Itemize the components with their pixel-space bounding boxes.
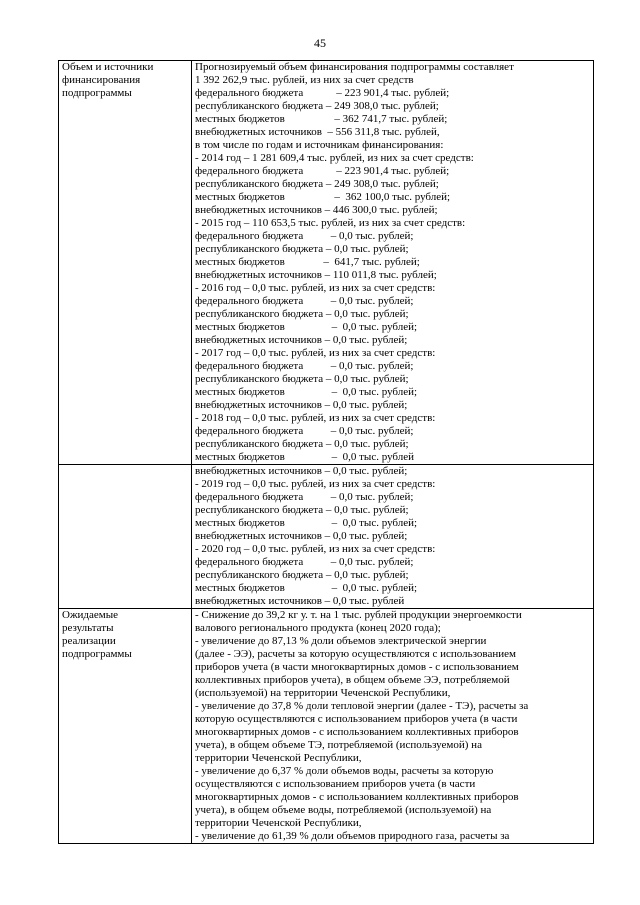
content-line: республиканского бюджета – 0,0 тыс. рублей; [195,438,409,450]
content-line: - увеличение до 6,37 % доли объемов воды, расчеты за которую [195,765,494,777]
content-line: республиканского бюджета – 249 308,0 тыс. рублей; [195,178,439,190]
content-line: многоквартирных домов - с использованием коллективных приборов [195,791,519,803]
content-line: местных бюджетов – 641,7 тыс. рублей; [195,256,420,268]
content-line: внебюджетных источников – 0,0 тыс. рублей [195,595,405,607]
content-line: 1 392 262,9 тыс. рублей, из них за счет средств [195,74,414,86]
content-line: которую осуществляются с использованием приборов учета (в части [195,713,518,725]
content-line: внебюджетных источников – 0,0 тыс. рублей; [195,530,408,542]
content-line: местных бюджетов – 362 741,7 тыс. рублей; [195,113,448,125]
content-line: в том числе по годам и источникам финансирования: [195,139,444,151]
row-label-line: Объем и источники [62,61,154,73]
content-line: - 2015 год – 110 653,5 тыс. рублей, из них за счет средств: [195,217,466,229]
row-content-cell [192,61,593,464]
row-content-cell [192,465,593,608]
content-line: федерального бюджета – 0,0 тыс. рублей; [195,230,414,242]
row-label-line: Ожидаемые [62,609,119,621]
row-label-cell [59,465,192,608]
content-line: местных бюджетов – 0,0 тыс. рублей; [195,321,418,333]
content-line: - 2019 год – 0,0 тыс. рублей, из них за счет средств: [195,478,436,490]
content-line: - Снижение до 39,2 кг у. т. на 1 тыс. рублей продукции энергоемкости [195,609,522,621]
content-line: учета), в общем объеме воды, потребляемой (используемой) на [195,804,492,816]
content-line: республиканского бюджета – 0,0 тыс. рублей; [195,504,409,516]
content-line: коллективных приборов учета), в общем объеме ЭЭ, потребляемой [195,674,510,686]
row-label-line: финансирования [62,74,141,86]
content-line: федерального бюджета – 0,0 тыс. рублей; [195,425,414,437]
row-label-cell [59,61,192,464]
content-line: (далее - ЭЭ), расчеты за которую осуществляются с использованием [195,648,516,660]
content-line: федерального бюджета – 0,0 тыс. рублей; [195,556,414,568]
content-line: местных бюджетов – 0,0 тыс. рублей [195,451,415,463]
table-row [59,464,593,608]
content-line: территории Чеченской Республики, [195,752,362,764]
content-line: валового регионального продукта (конец 2020 года); [195,622,441,634]
content-line: - 2018 год – 0,0 тыс. рублей, из них за счет средств: [195,412,436,424]
content-line: республиканского бюджета – 249 308,0 тыс. рублей; [195,100,439,112]
content-line: внебюджетных источников – 556 311,8 тыс. рублей, [195,126,440,138]
table-row [59,61,593,464]
content-line: осуществляются с использованием приборов учета (в части [195,778,476,790]
content-line: внебюджетных источников – 110 011,8 тыс. рублей; [195,269,437,281]
content-line: территории Чеченской Республики, [195,817,362,829]
content-line: федерального бюджета – 223 901,4 тыс. рублей; [195,165,450,177]
content-line: приборов учета (в части многоквартирных домов - с использованием [195,661,519,673]
content-line: внебюджетных источников – 0,0 тыс. рублей; [195,334,408,346]
content-line: республиканского бюджета – 0,0 тыс. рублей; [195,243,409,255]
content-line: федерального бюджета – 0,0 тыс. рублей; [195,360,414,372]
content-line: - увеличение до 61,39 % доли объемов природного газа, расчеты за [195,830,510,842]
row-label-line: реализации [62,635,116,647]
content-line: федерального бюджета – 0,0 тыс. рублей; [195,295,414,307]
content-line: внебюджетных источников – 0,0 тыс. рублей; [195,465,408,477]
content-line: - 2017 год – 0,0 тыс. рублей, из них за счет средств: [195,347,436,359]
content-line: (используемой) на территории Чеченской Республики, [195,687,451,699]
content-line: - 2014 год – 1 281 609,4 тыс. рублей, из них за счет средств: [195,152,474,164]
content-line: федерального бюджета – 0,0 тыс. рублей; [195,491,414,503]
content-line: - 2016 год – 0,0 тыс. рублей, из них за счет средств: [195,282,436,294]
row-label-line: результаты [62,622,114,634]
content-line: внебюджетных источников – 0,0 тыс. рублей; [195,399,408,411]
content-line: республиканского бюджета – 0,0 тыс. рублей; [195,569,409,581]
content-line: учета), в общем объеме ТЭ, потребляемой (используемой) на [195,739,482,751]
content-line: республиканского бюджета – 0,0 тыс. рублей; [195,308,409,320]
content-line: внебюджетных источников – 446 300,0 тыс. рублей; [195,204,438,216]
row-label-line: подпрограммы [62,648,132,660]
content-line: - увеличение до 37,8 % доли тепловой энергии (далее - ТЭ), расчеты за [195,700,529,712]
page-number: 45 [314,36,326,50]
passport-table [58,60,594,844]
content-line: республиканского бюджета – 0,0 тыс. рублей; [195,373,409,385]
content-line: Прогнозируемый объем финансирования подпрограммы составляет [195,61,514,73]
content-line: - увеличение до 87,13 % доли объемов электрической энергии [195,635,487,647]
row-label-cell [59,609,192,843]
content-line: - 2020 год – 0,0 тыс. рублей, из них за счет средств: [195,543,436,555]
row-content-cell [192,609,593,843]
table-row [59,608,593,843]
content-line: местных бюджетов – 362 100,0 тыс. рублей; [195,191,451,203]
content-line: местных бюджетов – 0,0 тыс. рублей; [195,517,418,529]
row-label-line: подпрограммы [62,87,132,99]
content-line: федерального бюджета – 223 901,4 тыс. рублей; [195,87,450,99]
content-line: многоквартирных домов - с использованием коллективных приборов [195,726,519,738]
content-line: местных бюджетов – 0,0 тыс. рублей; [195,386,418,398]
content-line: местных бюджетов – 0,0 тыс. рублей; [195,582,418,594]
